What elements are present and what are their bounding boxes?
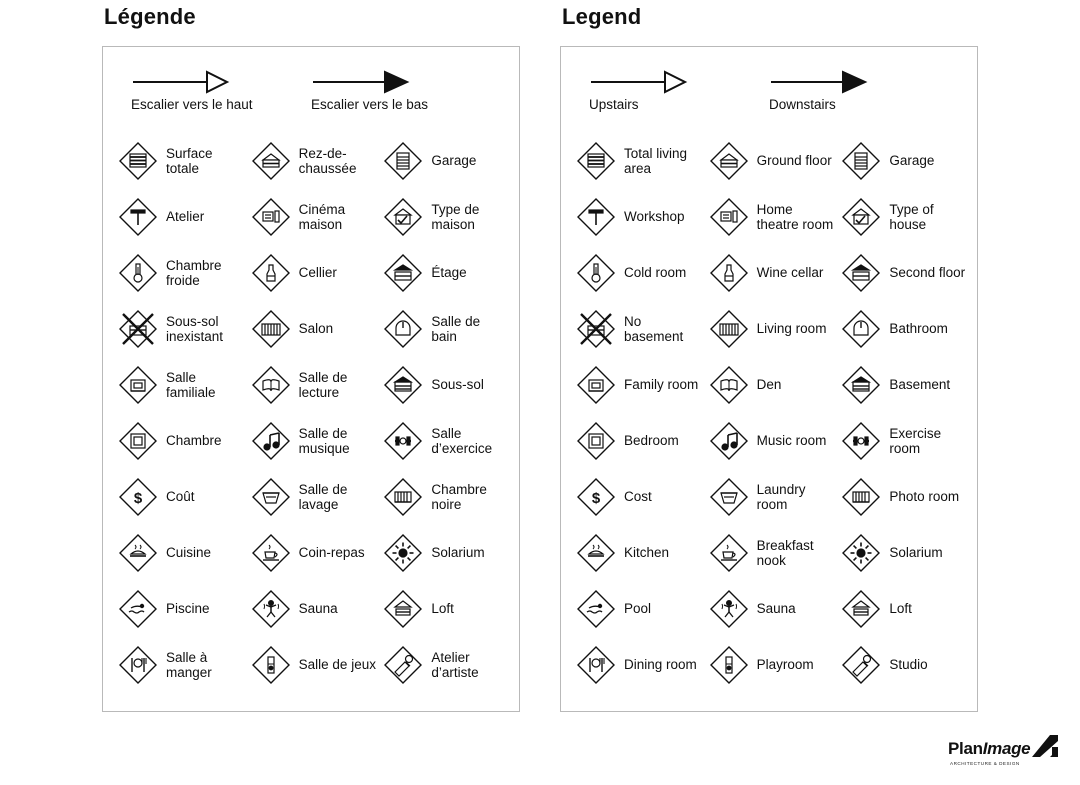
legend-item-label: Salle familiale bbox=[166, 369, 216, 400]
bathroom-icon bbox=[382, 308, 424, 350]
breakfast-nook-icon-wrap bbox=[250, 532, 292, 574]
playroom-icon-wrap bbox=[708, 644, 750, 686]
bedroom-icon-wrap bbox=[575, 420, 617, 462]
legend-item bbox=[836, 581, 969, 637]
legend-item bbox=[113, 357, 246, 413]
cold-room-icon-wrap bbox=[117, 252, 159, 294]
legend-item-label: Home theatre room bbox=[756, 201, 834, 232]
downstairs-label-fr: Escalier vers le bas bbox=[311, 97, 429, 112]
bedroom-icon bbox=[575, 420, 617, 462]
logo-name-part1: Plan bbox=[948, 739, 983, 758]
upstairs-label-fr: Escalier vers le haut bbox=[131, 97, 253, 112]
cost-icon-wrap bbox=[117, 476, 159, 518]
family-room-icon-wrap bbox=[117, 364, 159, 406]
legend-item-label: Loft bbox=[431, 601, 454, 617]
cost-icon bbox=[575, 476, 617, 518]
legend-panel-en bbox=[560, 46, 978, 712]
family-room-icon bbox=[575, 364, 617, 406]
legend-item bbox=[246, 637, 379, 693]
legend-item bbox=[836, 413, 969, 469]
home-theatre-icon-wrap bbox=[708, 196, 750, 238]
arrow-solid-right-icon bbox=[311, 69, 411, 95]
kitchen-icon bbox=[117, 532, 159, 574]
legend-item-label: Solarium bbox=[431, 545, 485, 561]
legend-item-label: Salle à manger bbox=[166, 649, 212, 680]
downstairs-arrow-block-en bbox=[769, 69, 869, 112]
legend-item-label: Coût bbox=[166, 489, 195, 505]
living-room-icon-wrap bbox=[708, 308, 750, 350]
no-basement-icon-wrap bbox=[117, 308, 159, 350]
legend-item-label: Cuisine bbox=[166, 545, 212, 561]
legend-item-label: Sauna bbox=[298, 601, 338, 617]
page-title-en: Legend bbox=[562, 4, 642, 29]
legend-item-label: Piscine bbox=[166, 601, 210, 617]
second-floor-icon-wrap bbox=[840, 252, 882, 294]
svg-text:$: $ bbox=[133, 490, 143, 507]
sauna-icon bbox=[250, 588, 292, 630]
legend-item bbox=[571, 469, 704, 525]
legend-item-label: Music room bbox=[756, 433, 827, 449]
pool-icon bbox=[117, 588, 159, 630]
legend-item-label: Wine cellar bbox=[756, 265, 824, 281]
legend-item bbox=[113, 525, 246, 581]
arrow-outline-right-icon bbox=[131, 69, 231, 95]
upstairs-arrow-block-fr bbox=[131, 69, 253, 112]
legend-item bbox=[836, 189, 969, 245]
home-theatre-icon bbox=[250, 196, 292, 238]
legend-item-label: Workshop bbox=[624, 209, 685, 225]
legend-item bbox=[571, 413, 704, 469]
legend-item bbox=[571, 245, 704, 301]
planimage-logo bbox=[948, 731, 1066, 775]
legend-item bbox=[246, 301, 379, 357]
kitchen-icon-wrap bbox=[575, 532, 617, 574]
legend-item-label: Chambre noire bbox=[431, 481, 487, 512]
legend-item bbox=[246, 581, 379, 637]
photo-room-icon bbox=[382, 476, 424, 518]
legend-item-label: Salle de lavage bbox=[298, 481, 348, 512]
legend-item-label: Salle de bain bbox=[431, 313, 481, 344]
total-living-area-icon-wrap bbox=[117, 140, 159, 182]
cold-room-icon bbox=[575, 252, 617, 294]
legend-item bbox=[113, 637, 246, 693]
breakfast-nook-icon bbox=[250, 532, 292, 574]
logo-tagline: ARCHITECTURE & DESIGN bbox=[950, 761, 1020, 766]
legend-item-label: Atelier bbox=[166, 209, 205, 225]
legend-item-label: Family room bbox=[624, 377, 699, 393]
legend-item-label: Cost bbox=[624, 489, 652, 505]
legend-item bbox=[246, 469, 379, 525]
cost-icon-wrap bbox=[575, 476, 617, 518]
legend-item bbox=[378, 637, 511, 693]
legend-item-label: Surface totale bbox=[166, 145, 213, 176]
basement-icon-wrap bbox=[840, 364, 882, 406]
laundry-room-icon bbox=[250, 476, 292, 518]
legend-item bbox=[378, 469, 511, 525]
downstairs-arrow-block-fr bbox=[311, 69, 428, 112]
legend-item bbox=[836, 469, 969, 525]
legend-item bbox=[113, 581, 246, 637]
legend-item-label: Salon bbox=[298, 321, 334, 337]
garage-icon bbox=[840, 140, 882, 182]
legend-item bbox=[836, 245, 969, 301]
legend-item-label: Sous-sol inexistant bbox=[166, 313, 224, 344]
wine-cellar-icon-wrap bbox=[708, 252, 750, 294]
loft-icon-wrap bbox=[382, 588, 424, 630]
legend-item bbox=[378, 189, 511, 245]
house-roof-icon bbox=[1028, 731, 1062, 761]
legend-item-label: Loft bbox=[889, 601, 912, 617]
legend-item-label: Garage bbox=[889, 153, 935, 169]
photo-room-icon bbox=[840, 476, 882, 518]
second-floor-icon bbox=[382, 252, 424, 294]
music-room-icon bbox=[708, 420, 750, 462]
arrow-solid-right-icon bbox=[769, 69, 869, 95]
legend-item-label: Sous-sol bbox=[431, 377, 484, 393]
exercise-room-icon bbox=[840, 420, 882, 462]
legend-item bbox=[571, 581, 704, 637]
legend-panel-fr bbox=[102, 46, 520, 712]
legend-item bbox=[704, 581, 837, 637]
legend-item bbox=[571, 189, 704, 245]
no-basement-icon-wrap bbox=[575, 308, 617, 350]
sauna-icon-wrap bbox=[250, 588, 292, 630]
legend-item bbox=[113, 133, 246, 189]
legend-item bbox=[246, 413, 379, 469]
legend-item bbox=[836, 525, 969, 581]
family-room-icon bbox=[117, 364, 159, 406]
legend-item-label: Solarium bbox=[889, 545, 943, 561]
legend-item-label: Cold room bbox=[624, 265, 687, 281]
legend-item bbox=[571, 525, 704, 581]
music-room-icon-wrap bbox=[708, 420, 750, 462]
playroom-icon-wrap bbox=[250, 644, 292, 686]
legend-item bbox=[704, 357, 837, 413]
basement-icon-wrap bbox=[382, 364, 424, 406]
legend-item bbox=[704, 245, 837, 301]
wine-cellar-icon bbox=[250, 252, 292, 294]
bathroom-icon-wrap bbox=[382, 308, 424, 350]
legend-item bbox=[378, 301, 511, 357]
dining-room-icon bbox=[575, 644, 617, 686]
legend-item-label: Garage bbox=[431, 153, 477, 169]
garage-icon-wrap bbox=[840, 140, 882, 182]
basement-icon bbox=[840, 364, 882, 406]
legend-item bbox=[571, 301, 704, 357]
legend-item-label: Living room bbox=[756, 321, 827, 337]
solarium-icon bbox=[382, 532, 424, 574]
downstairs-label-en: Downstairs bbox=[769, 97, 836, 112]
kitchen-icon-wrap bbox=[117, 532, 159, 574]
page-title-fr: Légende bbox=[104, 4, 196, 29]
arrow-outline-right-icon bbox=[589, 69, 689, 95]
den-icon bbox=[708, 364, 750, 406]
legend-item-label: Playroom bbox=[756, 657, 814, 673]
basement-icon bbox=[382, 364, 424, 406]
legend-item-label: Salle de musique bbox=[298, 425, 350, 456]
legend-item-label: Photo room bbox=[889, 489, 960, 505]
legend-item-label: Salle de jeux bbox=[298, 657, 376, 673]
wine-cellar-icon bbox=[708, 252, 750, 294]
music-room-icon bbox=[250, 420, 292, 462]
workshop-icon bbox=[575, 196, 617, 238]
legend-item-label: Bedroom bbox=[624, 433, 679, 449]
type-of-house-icon bbox=[840, 196, 882, 238]
studio-icon bbox=[840, 644, 882, 686]
logo-wordmark bbox=[948, 739, 1030, 759]
den-icon-wrap bbox=[708, 364, 750, 406]
bedroom-icon bbox=[117, 420, 159, 462]
garage-icon bbox=[382, 140, 424, 182]
pool-icon bbox=[575, 588, 617, 630]
bathroom-icon-wrap bbox=[840, 308, 882, 350]
laundry-room-icon-wrap bbox=[708, 476, 750, 518]
upstairs-label-en: Upstairs bbox=[589, 97, 639, 112]
legend-item bbox=[113, 469, 246, 525]
legend-item bbox=[246, 189, 379, 245]
legend-item bbox=[378, 245, 511, 301]
breakfast-nook-icon bbox=[708, 532, 750, 574]
legend-item bbox=[836, 301, 969, 357]
legend-item bbox=[378, 581, 511, 637]
legend-item bbox=[378, 357, 511, 413]
legend-item-label: Salle de lecture bbox=[298, 369, 348, 400]
playroom-icon bbox=[708, 644, 750, 686]
studio-icon-wrap bbox=[382, 644, 424, 686]
legend-item bbox=[836, 133, 969, 189]
type-of-house-icon-wrap bbox=[382, 196, 424, 238]
legend-item-label: Second floor bbox=[889, 265, 966, 281]
legend-item bbox=[836, 357, 969, 413]
legend-item-label: Dining room bbox=[624, 657, 697, 673]
home-theatre-icon bbox=[708, 196, 750, 238]
exercise-room-icon bbox=[382, 420, 424, 462]
legend-item-label: Coin-repas bbox=[298, 545, 365, 561]
legend-grid-fr bbox=[113, 133, 511, 693]
ground-floor-icon bbox=[708, 140, 750, 182]
pool-icon-wrap bbox=[117, 588, 159, 630]
exercise-room-icon-wrap bbox=[840, 420, 882, 462]
arrow-legend-en bbox=[561, 69, 977, 143]
cold-room-icon bbox=[117, 252, 159, 294]
legend-item-label: Cinéma maison bbox=[298, 201, 346, 232]
bedroom-icon-wrap bbox=[117, 420, 159, 462]
solarium-icon bbox=[840, 532, 882, 574]
legend-item-label: Rez-de-chaussée bbox=[298, 145, 357, 176]
kitchen-icon bbox=[575, 532, 617, 574]
legend-item-label: Breakfast nook bbox=[756, 537, 814, 568]
dining-room-icon bbox=[117, 644, 159, 686]
breakfast-nook-icon-wrap bbox=[708, 532, 750, 574]
workshop-icon-wrap bbox=[117, 196, 159, 238]
total-living-area-icon-wrap bbox=[575, 140, 617, 182]
loft-icon bbox=[382, 588, 424, 630]
legend-item bbox=[378, 133, 511, 189]
logo-name-part2: Image bbox=[982, 739, 1031, 758]
living-room-icon bbox=[250, 308, 292, 350]
svg-text:$: $ bbox=[591, 490, 601, 507]
upstairs-arrow-block-en bbox=[589, 69, 689, 112]
cold-room-icon-wrap bbox=[575, 252, 617, 294]
workshop-icon bbox=[117, 196, 159, 238]
studio-icon bbox=[382, 644, 424, 686]
legend-grid-en bbox=[571, 133, 969, 693]
legend-item bbox=[836, 637, 969, 693]
legend-item bbox=[246, 245, 379, 301]
legend-item-label: Bathroom bbox=[889, 321, 948, 337]
wine-cellar-icon-wrap bbox=[250, 252, 292, 294]
no-basement-icon bbox=[575, 308, 617, 350]
playroom-icon bbox=[250, 644, 292, 686]
legend-item-label: Studio bbox=[889, 657, 928, 673]
second-floor-icon-wrap bbox=[382, 252, 424, 294]
photo-room-icon-wrap bbox=[840, 476, 882, 518]
ground-floor-icon-wrap bbox=[250, 140, 292, 182]
dining-room-icon-wrap bbox=[117, 644, 159, 686]
legend-item-label: Total living area bbox=[624, 145, 688, 176]
second-floor-icon bbox=[840, 252, 882, 294]
legend-item bbox=[113, 189, 246, 245]
no-basement-icon bbox=[117, 308, 159, 350]
total-living-area-icon bbox=[575, 140, 617, 182]
legend-item-label: Salle d’exercice bbox=[431, 425, 493, 456]
legend-item-label: Type de maison bbox=[431, 201, 480, 232]
laundry-room-icon-wrap bbox=[250, 476, 292, 518]
legend-item bbox=[571, 637, 704, 693]
legend-item-label: Type of house bbox=[889, 201, 934, 232]
studio-icon-wrap bbox=[840, 644, 882, 686]
legend-item-label: Exercise room bbox=[889, 425, 942, 456]
legend-item-label: Ground floor bbox=[756, 153, 832, 169]
legend-item bbox=[704, 413, 837, 469]
home-theatre-icon-wrap bbox=[250, 196, 292, 238]
workshop-icon-wrap bbox=[575, 196, 617, 238]
legend-item bbox=[113, 413, 246, 469]
living-room-icon-wrap bbox=[250, 308, 292, 350]
loft-icon-wrap bbox=[840, 588, 882, 630]
cost-icon bbox=[117, 476, 159, 518]
solarium-icon-wrap bbox=[840, 532, 882, 574]
legend-item-label: Pool bbox=[624, 601, 652, 617]
garage-icon-wrap bbox=[382, 140, 424, 182]
den-icon-wrap bbox=[250, 364, 292, 406]
loft-icon bbox=[840, 588, 882, 630]
legend-item-label: Den bbox=[756, 377, 782, 393]
sauna-icon-wrap bbox=[708, 588, 750, 630]
legend-item bbox=[704, 469, 837, 525]
legend-item bbox=[246, 357, 379, 413]
dining-room-icon-wrap bbox=[575, 644, 617, 686]
family-room-icon-wrap bbox=[575, 364, 617, 406]
legend-item bbox=[704, 133, 837, 189]
legend-item-label: Chambre bbox=[166, 433, 222, 449]
total-living-area-icon bbox=[117, 140, 159, 182]
legend-item-label: Étage bbox=[431, 265, 467, 281]
legend-item-label: Atelier d’artiste bbox=[431, 649, 479, 680]
legend-item bbox=[704, 637, 837, 693]
legend-item bbox=[378, 413, 511, 469]
legend-item bbox=[704, 189, 837, 245]
legend-item-label: Sauna bbox=[756, 601, 796, 617]
legend-item bbox=[704, 301, 837, 357]
type-of-house-icon-wrap bbox=[840, 196, 882, 238]
legend-item-label: Chambre froide bbox=[166, 257, 222, 288]
legend-item bbox=[246, 133, 379, 189]
legend-item bbox=[704, 525, 837, 581]
bathroom-icon bbox=[840, 308, 882, 350]
music-room-icon-wrap bbox=[250, 420, 292, 462]
living-room-icon bbox=[708, 308, 750, 350]
sauna-icon bbox=[708, 588, 750, 630]
legend-item bbox=[571, 133, 704, 189]
solarium-icon-wrap bbox=[382, 532, 424, 574]
legend-item-label: No basement bbox=[624, 313, 684, 344]
legend-item-label: Laundry room bbox=[756, 481, 806, 512]
legend-item bbox=[113, 245, 246, 301]
legend-item bbox=[571, 357, 704, 413]
type-of-house-icon bbox=[382, 196, 424, 238]
legend-item bbox=[246, 525, 379, 581]
exercise-room-icon-wrap bbox=[382, 420, 424, 462]
photo-room-icon-wrap bbox=[382, 476, 424, 518]
legend-item-label: Kitchen bbox=[624, 545, 670, 561]
ground-floor-icon-wrap bbox=[708, 140, 750, 182]
legend-item-label: Cellier bbox=[298, 265, 337, 281]
legend-item-label: Basement bbox=[889, 377, 951, 393]
pool-icon-wrap bbox=[575, 588, 617, 630]
den-icon bbox=[250, 364, 292, 406]
legend-item bbox=[378, 525, 511, 581]
ground-floor-icon bbox=[250, 140, 292, 182]
legend-item bbox=[113, 301, 246, 357]
laundry-room-icon bbox=[708, 476, 750, 518]
arrow-legend-fr bbox=[103, 69, 519, 143]
